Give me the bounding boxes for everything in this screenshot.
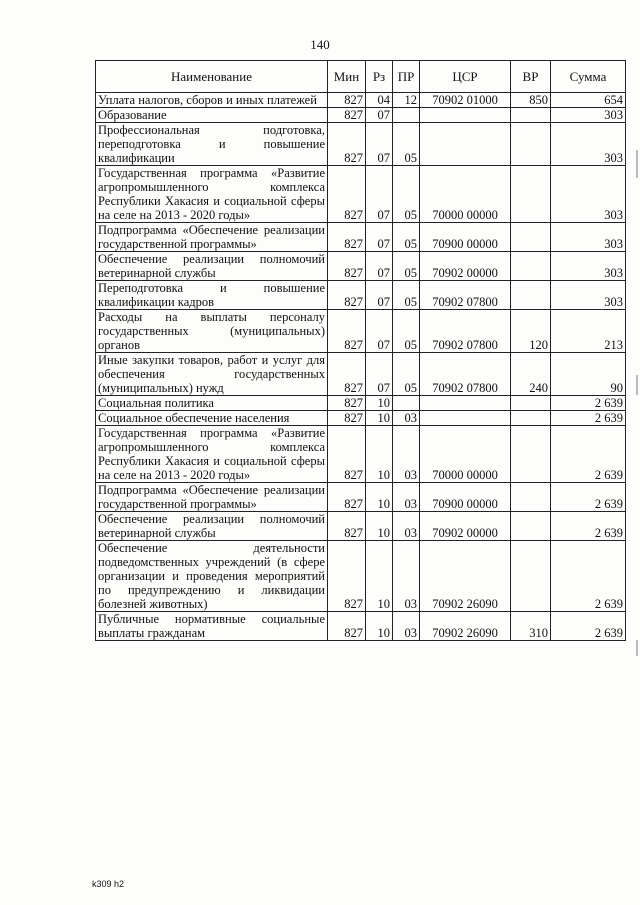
cell-name: Иные закупки товаров, работ и услуг для обеспечения государственных (муниципальных) нужд <box>96 353 328 396</box>
cell-csr: 70000 00000 <box>420 166 511 223</box>
cell-sum: 2 639 <box>551 411 626 426</box>
cell-csr: 70902 00000 <box>420 252 511 281</box>
cell-min: 827 <box>328 310 366 353</box>
cell-name: Социальное обеспечение населения <box>96 411 328 426</box>
header-csr: ЦСР <box>420 61 511 93</box>
cell-min: 827 <box>328 166 366 223</box>
cell-csr <box>420 108 511 123</box>
header-min: Мин <box>328 61 366 93</box>
cell-csr: 70902 26090 <box>420 612 511 641</box>
table-header-row <box>96 61 626 93</box>
table-row <box>96 426 626 483</box>
cell-min: 827 <box>328 281 366 310</box>
cell-name: Обеспечение реализации полномочий ветеринарной службы <box>96 512 328 541</box>
cell-name: Переподготовка и повышение квалификации кадров <box>96 281 328 310</box>
cell-min: 827 <box>328 353 366 396</box>
cell-rz: 10 <box>366 483 393 512</box>
cell-name: Государственная программа «Развитие агропромышленного комплекса Республики Хакасия и социальной сферы на селе на 2013 - 2020 годы» <box>96 426 328 483</box>
cell-vr: 120 <box>511 310 551 353</box>
cell-vr <box>511 108 551 123</box>
cell-csr <box>420 411 511 426</box>
cell-name: Обеспечение реализации полномочий ветеринарной службы <box>96 252 328 281</box>
cell-pr <box>393 396 420 411</box>
header-name: Наименование <box>96 61 328 93</box>
cell-pr: 03 <box>393 512 420 541</box>
cell-pr: 03 <box>393 426 420 483</box>
table-row <box>96 252 626 281</box>
cell-sum: 303 <box>551 166 626 223</box>
budget-table <box>95 60 626 641</box>
cell-sum: 654 <box>551 93 626 108</box>
cell-sum: 303 <box>551 123 626 166</box>
cell-rz: 10 <box>366 396 393 411</box>
cell-name: Образование <box>96 108 328 123</box>
cell-sum: 2 639 <box>551 483 626 512</box>
cell-csr: 70000 00000 <box>420 426 511 483</box>
cell-csr: 70902 00000 <box>420 512 511 541</box>
cell-rz: 07 <box>366 123 393 166</box>
cell-sum: 303 <box>551 252 626 281</box>
scan-edge-mark <box>636 375 638 395</box>
header-vr: ВР <box>511 61 551 93</box>
cell-csr: 70900 00000 <box>420 483 511 512</box>
cell-rz: 07 <box>366 310 393 353</box>
cell-pr: 05 <box>393 223 420 252</box>
cell-csr: 70900 00000 <box>420 223 511 252</box>
cell-min: 827 <box>328 123 366 166</box>
cell-rz: 10 <box>366 612 393 641</box>
cell-pr: 05 <box>393 281 420 310</box>
cell-rz: 07 <box>366 108 393 123</box>
table-row <box>96 483 626 512</box>
cell-sum: 2 639 <box>551 541 626 612</box>
cell-vr <box>511 281 551 310</box>
cell-sum: 2 639 <box>551 426 626 483</box>
cell-vr <box>511 483 551 512</box>
cell-csr: 70902 07800 <box>420 281 511 310</box>
header-sum: Сумма <box>551 61 626 93</box>
page-footer-code: k309 h2 <box>92 879 125 889</box>
table-row <box>96 93 626 108</box>
cell-min: 827 <box>328 483 366 512</box>
header-pr: ПР <box>393 61 420 93</box>
scan-edge-mark <box>636 640 638 656</box>
cell-sum: 303 <box>551 281 626 310</box>
cell-name: Подпрограмма «Обеспечение реализации государственной программы» <box>96 223 328 252</box>
cell-pr: 05 <box>393 123 420 166</box>
cell-sum: 213 <box>551 310 626 353</box>
cell-vr: 240 <box>511 353 551 396</box>
cell-pr: 03 <box>393 541 420 612</box>
cell-csr <box>420 396 511 411</box>
cell-name: Расходы на выплаты персоналу государственных (муниципальных) органов <box>96 310 328 353</box>
cell-vr <box>511 512 551 541</box>
cell-name: Обеспечение деятельности подведомственных учреждений (в сфере организации и проведения мероприятий по предупреждению и ликвидации болезней животных) <box>96 541 328 612</box>
table-row <box>96 108 626 123</box>
cell-rz: 07 <box>366 353 393 396</box>
cell-rz: 07 <box>366 281 393 310</box>
cell-vr <box>511 426 551 483</box>
cell-vr <box>511 123 551 166</box>
cell-sum: 303 <box>551 108 626 123</box>
cell-csr: 70902 01000 <box>420 93 511 108</box>
cell-rz: 07 <box>366 252 393 281</box>
cell-pr: 05 <box>393 353 420 396</box>
cell-min: 827 <box>328 223 366 252</box>
cell-vr: 850 <box>511 93 551 108</box>
table-row <box>96 310 626 353</box>
cell-vr <box>511 252 551 281</box>
cell-pr: 05 <box>393 166 420 223</box>
cell-min: 827 <box>328 612 366 641</box>
cell-name: Подпрограмма «Обеспечение реализации государственной программы» <box>96 483 328 512</box>
cell-min: 827 <box>328 396 366 411</box>
table-row <box>96 166 626 223</box>
cell-pr: 03 <box>393 411 420 426</box>
cell-min: 827 <box>328 108 366 123</box>
cell-min: 827 <box>328 541 366 612</box>
cell-csr: 70902 07800 <box>420 353 511 396</box>
cell-name: Социальная политика <box>96 396 328 411</box>
cell-name: Публичные нормативные социальные выплаты гражданам <box>96 612 328 641</box>
cell-name: Профессиональная подготовка, переподготовка и повышение квалификации <box>96 123 328 166</box>
cell-sum: 2 639 <box>551 512 626 541</box>
cell-rz: 04 <box>366 93 393 108</box>
cell-csr <box>420 123 511 166</box>
table-row <box>96 612 626 641</box>
cell-sum: 90 <box>551 353 626 396</box>
cell-pr: 05 <box>393 310 420 353</box>
cell-pr: 12 <box>393 93 420 108</box>
cell-sum: 2 639 <box>551 612 626 641</box>
cell-sum: 2 639 <box>551 396 626 411</box>
scan-edge-mark <box>636 150 638 178</box>
cell-vr <box>511 396 551 411</box>
table-row <box>96 541 626 612</box>
table-row <box>96 281 626 310</box>
cell-min: 827 <box>328 512 366 541</box>
cell-rz: 07 <box>366 166 393 223</box>
cell-name: Уплата налогов, сборов и иных платежей <box>96 93 328 108</box>
cell-sum: 303 <box>551 223 626 252</box>
table-row <box>96 396 626 411</box>
table-row <box>96 353 626 396</box>
cell-csr: 70902 07800 <box>420 310 511 353</box>
cell-vr <box>511 411 551 426</box>
cell-name: Государственная программа «Развитие агропромышленного комплекса Республики Хакасия и социальной сферы на селе на 2013 - 2020 годы» <box>96 166 328 223</box>
cell-rz: 10 <box>366 541 393 612</box>
table-row <box>96 223 626 252</box>
table-row <box>96 411 626 426</box>
cell-rz: 07 <box>366 223 393 252</box>
cell-min: 827 <box>328 426 366 483</box>
cell-rz: 10 <box>366 512 393 541</box>
cell-vr <box>511 223 551 252</box>
cell-pr: 03 <box>393 612 420 641</box>
header-rz: Рз <box>366 61 393 93</box>
cell-min: 827 <box>328 252 366 281</box>
cell-min: 827 <box>328 93 366 108</box>
cell-csr: 70902 26090 <box>420 541 511 612</box>
table-row <box>96 512 626 541</box>
cell-vr: 310 <box>511 612 551 641</box>
cell-pr <box>393 108 420 123</box>
cell-rz: 10 <box>366 426 393 483</box>
cell-pr: 05 <box>393 252 420 281</box>
cell-rz: 10 <box>366 411 393 426</box>
page-number: 140 <box>310 37 330 52</box>
cell-pr: 03 <box>393 483 420 512</box>
cell-vr <box>511 541 551 612</box>
cell-vr <box>511 166 551 223</box>
cell-min: 827 <box>328 411 366 426</box>
table-row <box>96 123 626 166</box>
